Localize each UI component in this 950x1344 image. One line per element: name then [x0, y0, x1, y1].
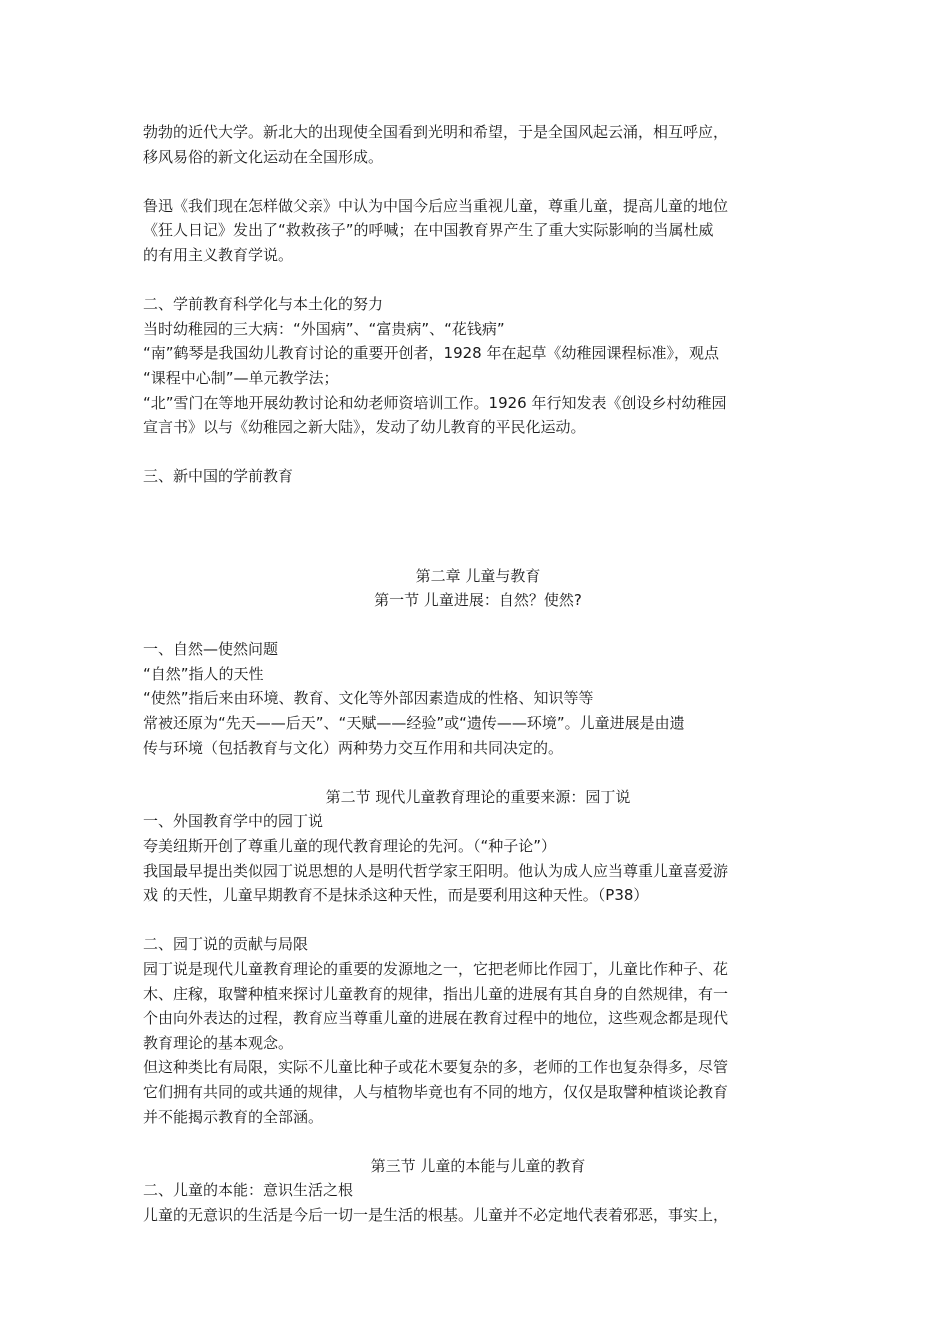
text-line: 鲁迅《我们现在怎样做父亲》中认为中国今后应当重视儿童，尊重儿童，提高儿童的地位 — [143, 196, 729, 215]
document-page — [143, 120, 813, 1228]
text-line: 教育理论的基本观念。 — [143, 1033, 294, 1052]
section-title: 第三节 儿童的本能与儿童的教育 — [370, 1156, 586, 1175]
text-line: 宣言书》以与《幼稚园之新大陆》，发动了幼儿教育的平民化运动。 — [143, 418, 586, 437]
section-title: 第一节 儿童进展：自然？使然? — [374, 591, 582, 610]
text-line: 木、庄稼，取譬种植来探讨儿童教育的规律，指出儿童的进展有其自身的自然规律，有一 — [143, 984, 729, 1003]
text-line: “自然”指人的天性 — [143, 664, 264, 683]
text-line: 并不能揭示教育的全部涵。 — [143, 1107, 324, 1126]
text-line: 儿童的无意识的生活是今后一切一是生活的根基。儿童并不必定地代表着邪恶，事实上， — [143, 1205, 729, 1224]
text-line: 园丁说是现代儿童教育理论的重要的发源地之一，它把老师比作园丁，儿童比作种子、花 — [143, 960, 729, 978]
text-line: 传与环境（包括教育与文化）两种势力交互作用和共同决定的。 — [143, 738, 564, 757]
text-line: “课程中心制”—单元教学法； — [143, 368, 339, 387]
section-heading: 二、学前教育科学化与本土化的努力 — [143, 295, 384, 314]
text-line: 戏 的天性，儿童早期教育不是抹杀这种天性，而是要利用这种天性。（P38） — [143, 886, 649, 905]
text-line: 夸美纽斯开创了尊重儿童的现代教育理论的先河。（“种子论”） — [143, 837, 557, 856]
text-line: 勃勃的近代大学。新北大的出现使全国看到光明和希望，于是全国风起云涌，相互呼应， — [143, 123, 729, 141]
text-line: 但这种类比有局限，实际不儿童比种子或花木要复杂的多，老师的工作也复杂得多，尽管 — [143, 1058, 729, 1077]
text-line: 移风易俗的新文化运动在全国形成。 — [143, 147, 384, 166]
text-line: 的有用主义教育学说。 — [143, 245, 294, 264]
text-line: 常被还原为“先天——后天”、“天赋——经验”或“遗传——环境”。儿童进展是由遗 — [143, 714, 685, 733]
section-heading: 二、园丁说的贡献与局限 — [143, 935, 309, 954]
text-line: “南”鹤琴是我国幼儿教育讨论的重要开创者，1928 年在起草《幼稚园课程标准》，观点 — [143, 344, 719, 363]
section-title: 第二节 现代儿童教育理论的重要来源：园丁说 — [325, 787, 631, 806]
section-heading: 一、外国教育学中的园丁说 — [143, 812, 324, 831]
section-heading: 二、儿童的本能：意识生活之根 — [143, 1181, 354, 1200]
text-line: “使然”指后来由环境、教育、文化等外部因素造成的性格、知识等等 — [143, 689, 594, 708]
text-line: 它们拥有共同的或共通的规律，人与植物毕竟也有不同的地方，仅仅是取譬种植谈论教育 — [143, 1082, 729, 1101]
text-line: 我国最早提出类似园丁说思想的人是明代哲学家王阳明。他认为成人应当尊重儿童喜爱游 — [143, 861, 729, 880]
text-line: 个由向外表达的过程，教育应当尊重儿童的进展在教育过程中的地位，这些观念都是现代 — [143, 1009, 729, 1028]
text-line: “北”雪门在等地开展幼教讨论和幼老师资培训工作。1926 年行知发表《创设乡村幼稚园 — [143, 393, 727, 412]
chapter-title: 第二章 儿童与教育 — [415, 566, 541, 585]
section-heading: 三、新中国的学前教育 — [143, 467, 294, 486]
text-line: 《狂人日记》发出了“救救孩子”的呼喊；在中国教育界产生了重大实际影响的当属杜威 — [143, 221, 714, 240]
section-heading: 一、自然—使然问题 — [143, 640, 279, 659]
text-line: 当时幼稚园的三大病：“外国病”、“富贵病”、“花钱病” — [143, 319, 505, 338]
